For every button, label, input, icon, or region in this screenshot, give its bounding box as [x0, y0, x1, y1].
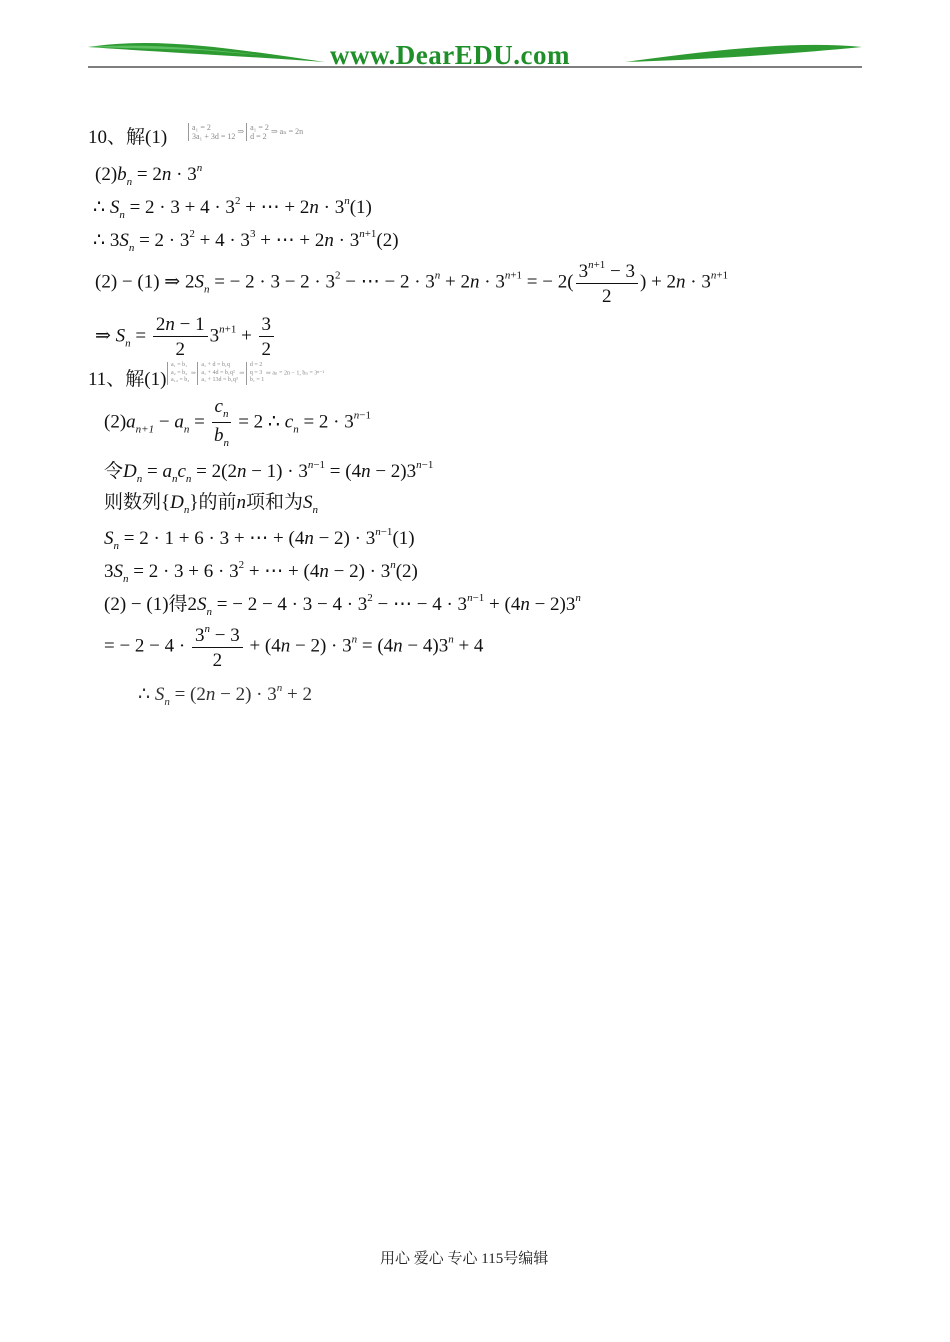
- problem10-arrow: ⇒: [237, 127, 245, 137]
- problem11-eq5: a₁ + 4d = b₁q²: [201, 369, 235, 376]
- problem10-eq2: 3a₁ + 3d = 12: [192, 132, 236, 142]
- p11-line8: = − 2 − 4 · $\frac{3^n - 3}{2}$ + $(4n - 2) \cdot 3^n = (4n - 4)3^n + 4$: [104, 623, 484, 671]
- p11-line7: (2) − (1)得$2S_n$ = − $2 - 4 \cdot 3 - 4 \cdot 3^2$ − ⋯ − $4 \cdot 3^{n-1} + (4n - 2)3^n$: [104, 592, 581, 618]
- p10-line3: ∴ $S_n = 2 \cdot 3 + 4 \cdot 3^2$ + ⋯ + $2n \cdot 3^n(1)$: [93, 195, 372, 221]
- right-swoosh: [625, 45, 862, 62]
- problem11-eq6: a₁ + 13d = b₁q³: [201, 377, 238, 383]
- problem11-label: 11、解(1): [88, 369, 167, 390]
- p11-line4: 则数列$\{D_n\}$的前n项和为$S_n$: [104, 492, 318, 516]
- p11-line6: $3S_n = 2 \cdot 3 + 6 \cdot 3^2$ + ⋯ + $(4n - 2) \cdot 3^n(2)$: [104, 559, 418, 585]
- problem11-system: [167, 362, 324, 385]
- p10-line5: (2) − (1) ⇒ $2S_n$ = − $2 \cdot 3 - 2 \cdot 3^2$ − ⋯ − $2 \cdot 3^n + 2n \cdot 3^{n+1}$ = − 2( $\frac{3^{n+1} - 3}{2}$ ) + $2n \cdot 3^{n+1}$: [95, 259, 729, 307]
- problem10-eq1: a₁ = 2: [192, 123, 211, 132]
- problem10-res1: a₁ = 2: [250, 123, 269, 132]
- problem10-label: 10、解(1): [88, 127, 168, 148]
- problem11-arrow2: ⇒: [239, 370, 245, 377]
- problem11-conclusion: ⇒ aₙ = 2n − 1, bₙ = 3ⁿ⁻¹: [265, 370, 325, 377]
- p10-line2: $(2)b_n = 2n \cdot 3^n$: [95, 162, 203, 188]
- problem11-res1: d = 2: [249, 362, 263, 368]
- problem11-arrow1: ⇒: [190, 370, 196, 377]
- problem10-conclusion: ⇒ aₙ = 2n: [270, 127, 304, 137]
- problem10-res2: d = 2: [250, 132, 267, 142]
- problem11-eq2: a₂ = b₂: [171, 369, 188, 376]
- site-name: www.DearEDU.com: [330, 40, 570, 70]
- p10-line4: ∴ $3S_n = 2 \cdot 3^2 + 4 \cdot 3^3$ + ⋯ + $2n \cdot 3^{n+1}(2)$: [93, 228, 399, 254]
- footer-text: 用心 爱心 专心 115号编辑: [380, 1251, 549, 1267]
- p11-line9: ∴ $S_n = (2n - 2) \cdot 3^n + 2$: [138, 682, 312, 708]
- problem11-res3: b₁ = 1: [249, 377, 265, 383]
- problem10-system: [188, 123, 303, 141]
- p10-line6: ⇒ $S_n$ = $\frac{2n - 1}{2}$ $3^{n+1}$ + $\frac{3}{2}$: [95, 315, 276, 359]
- p11-line2: $(2)a_{n+1} - a_n$ = $\frac{c_n}{b_n}$ = 2 ∴ $c_n = 2 \cdot 3^{n-1}$: [104, 396, 371, 449]
- problem11-eq4: a₁ + d = b₁q: [201, 362, 230, 368]
- problem11-eq1: a₁ = b₁: [171, 362, 188, 368]
- p11-line5: $S_n = 2 \cdot 1 + 6 \cdot 3$ + ⋯ + $(4n - 2) \cdot 3^{n-1}(1)$: [104, 526, 415, 552]
- problem11-res2: q = 3: [249, 369, 263, 376]
- p11-line3: 令$D_n = a_nc_n = 2(2n - 1) \cdot 3^{n-1} = (4n - 2)3^{n-1}$: [104, 459, 434, 485]
- problem11-eq3: a₁₄ = b₃: [171, 377, 190, 383]
